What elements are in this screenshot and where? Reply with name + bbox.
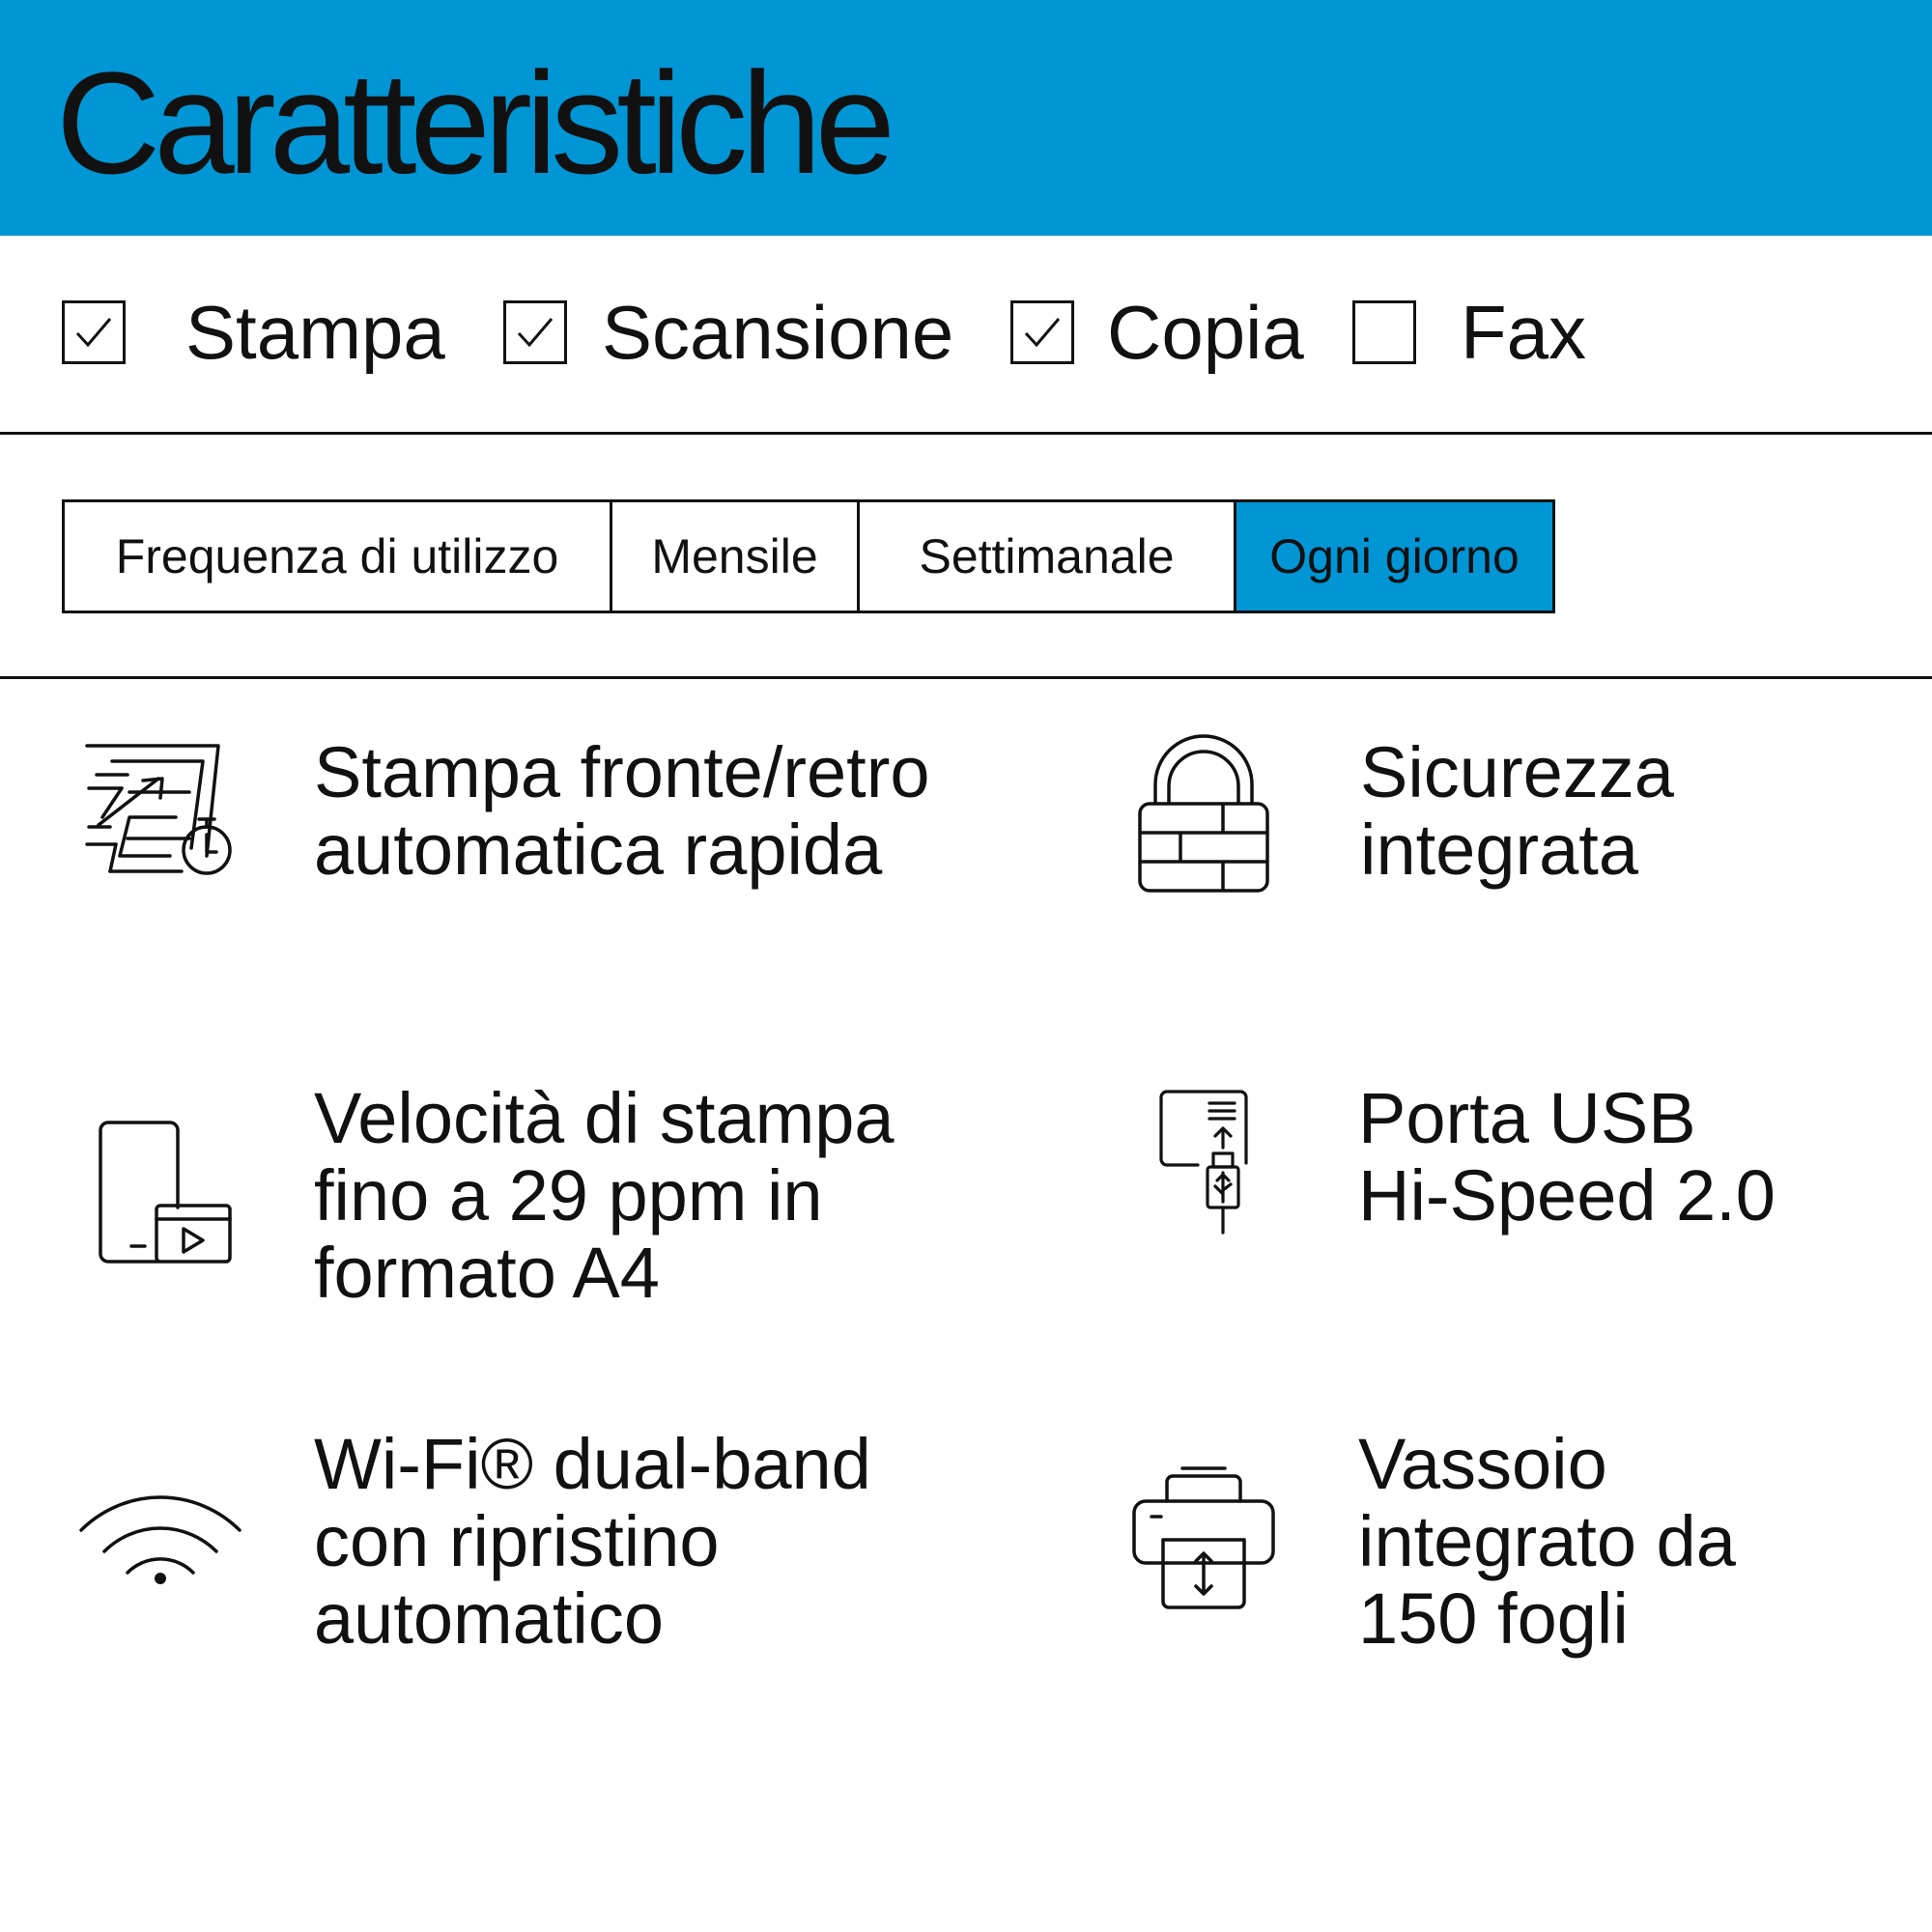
feature-line: Stampa fronte/retro [314,732,930,812]
usb-port-icon [1159,1090,1248,1239]
feature-line: fino a 29 ppm in [314,1155,823,1236]
function-stampa [62,290,445,375]
function-label-stampa: Stampa [185,290,445,375]
function-label-scansione: Scansione [602,290,954,375]
feature-line: formato A4 [314,1233,660,1313]
frequency-label: Frequenza di utilizzo [115,529,559,583]
divider [0,676,1932,679]
checkbox-scansione [503,300,567,364]
checkbox-copia [1010,300,1074,364]
checkbox-stampa [62,300,126,364]
frequency-option-mensile: Mensile [610,502,857,611]
feature-line: Hi-Speed 2.0 [1358,1155,1776,1236]
frequency-option-settimanale: Settimanale [857,502,1234,611]
function-fax [1352,290,1587,375]
wifi-icon [77,1488,243,1589]
feature-line: integrata [1360,810,1638,890]
feature-line: con ripristino [314,1501,720,1581]
function-scansione [503,290,954,375]
feature-line: Sicurezza [1360,732,1674,812]
mobile-print-icon [97,1121,234,1270]
feature-line: automatica rapida [314,810,883,890]
frequency-option-ogni-giorno: Ogni giorno [1234,502,1552,611]
duplex-print-icon [83,742,238,882]
feature-paper-tray [1358,1426,1736,1658]
function-list [0,236,1932,435]
feature-duplex [314,734,930,889]
function-copia [1010,290,1304,375]
header-banner [0,0,1932,236]
feature-line: Porta USB [1358,1078,1696,1158]
feature-line: Wi-Fi® dual-band [314,1424,871,1504]
feature-line: Vassoio [1358,1424,1607,1504]
feature-line: Velocità di stampa [314,1078,895,1158]
feature-line: 150 fogli [1358,1578,1629,1659]
feature-security [1360,734,1674,889]
feature-line: integrato da [1358,1501,1736,1581]
check-icon [71,310,116,355]
paper-tray-icon [1132,1464,1275,1616]
feature-usb [1358,1080,1776,1235]
checkbox-fax [1352,300,1416,364]
divider [0,432,1932,435]
check-icon [1020,310,1065,355]
function-label-copia: Copia [1107,290,1304,375]
check-icon [513,310,557,355]
usage-frequency-table [62,499,1555,613]
feature-wifi [314,1426,871,1658]
padlock-icon [1138,730,1269,897]
page-title: Caratteristiche [56,42,890,204]
feature-line: automatico [314,1578,664,1659]
feature-print-speed [314,1080,895,1312]
function-label-fax: Fax [1461,290,1587,375]
